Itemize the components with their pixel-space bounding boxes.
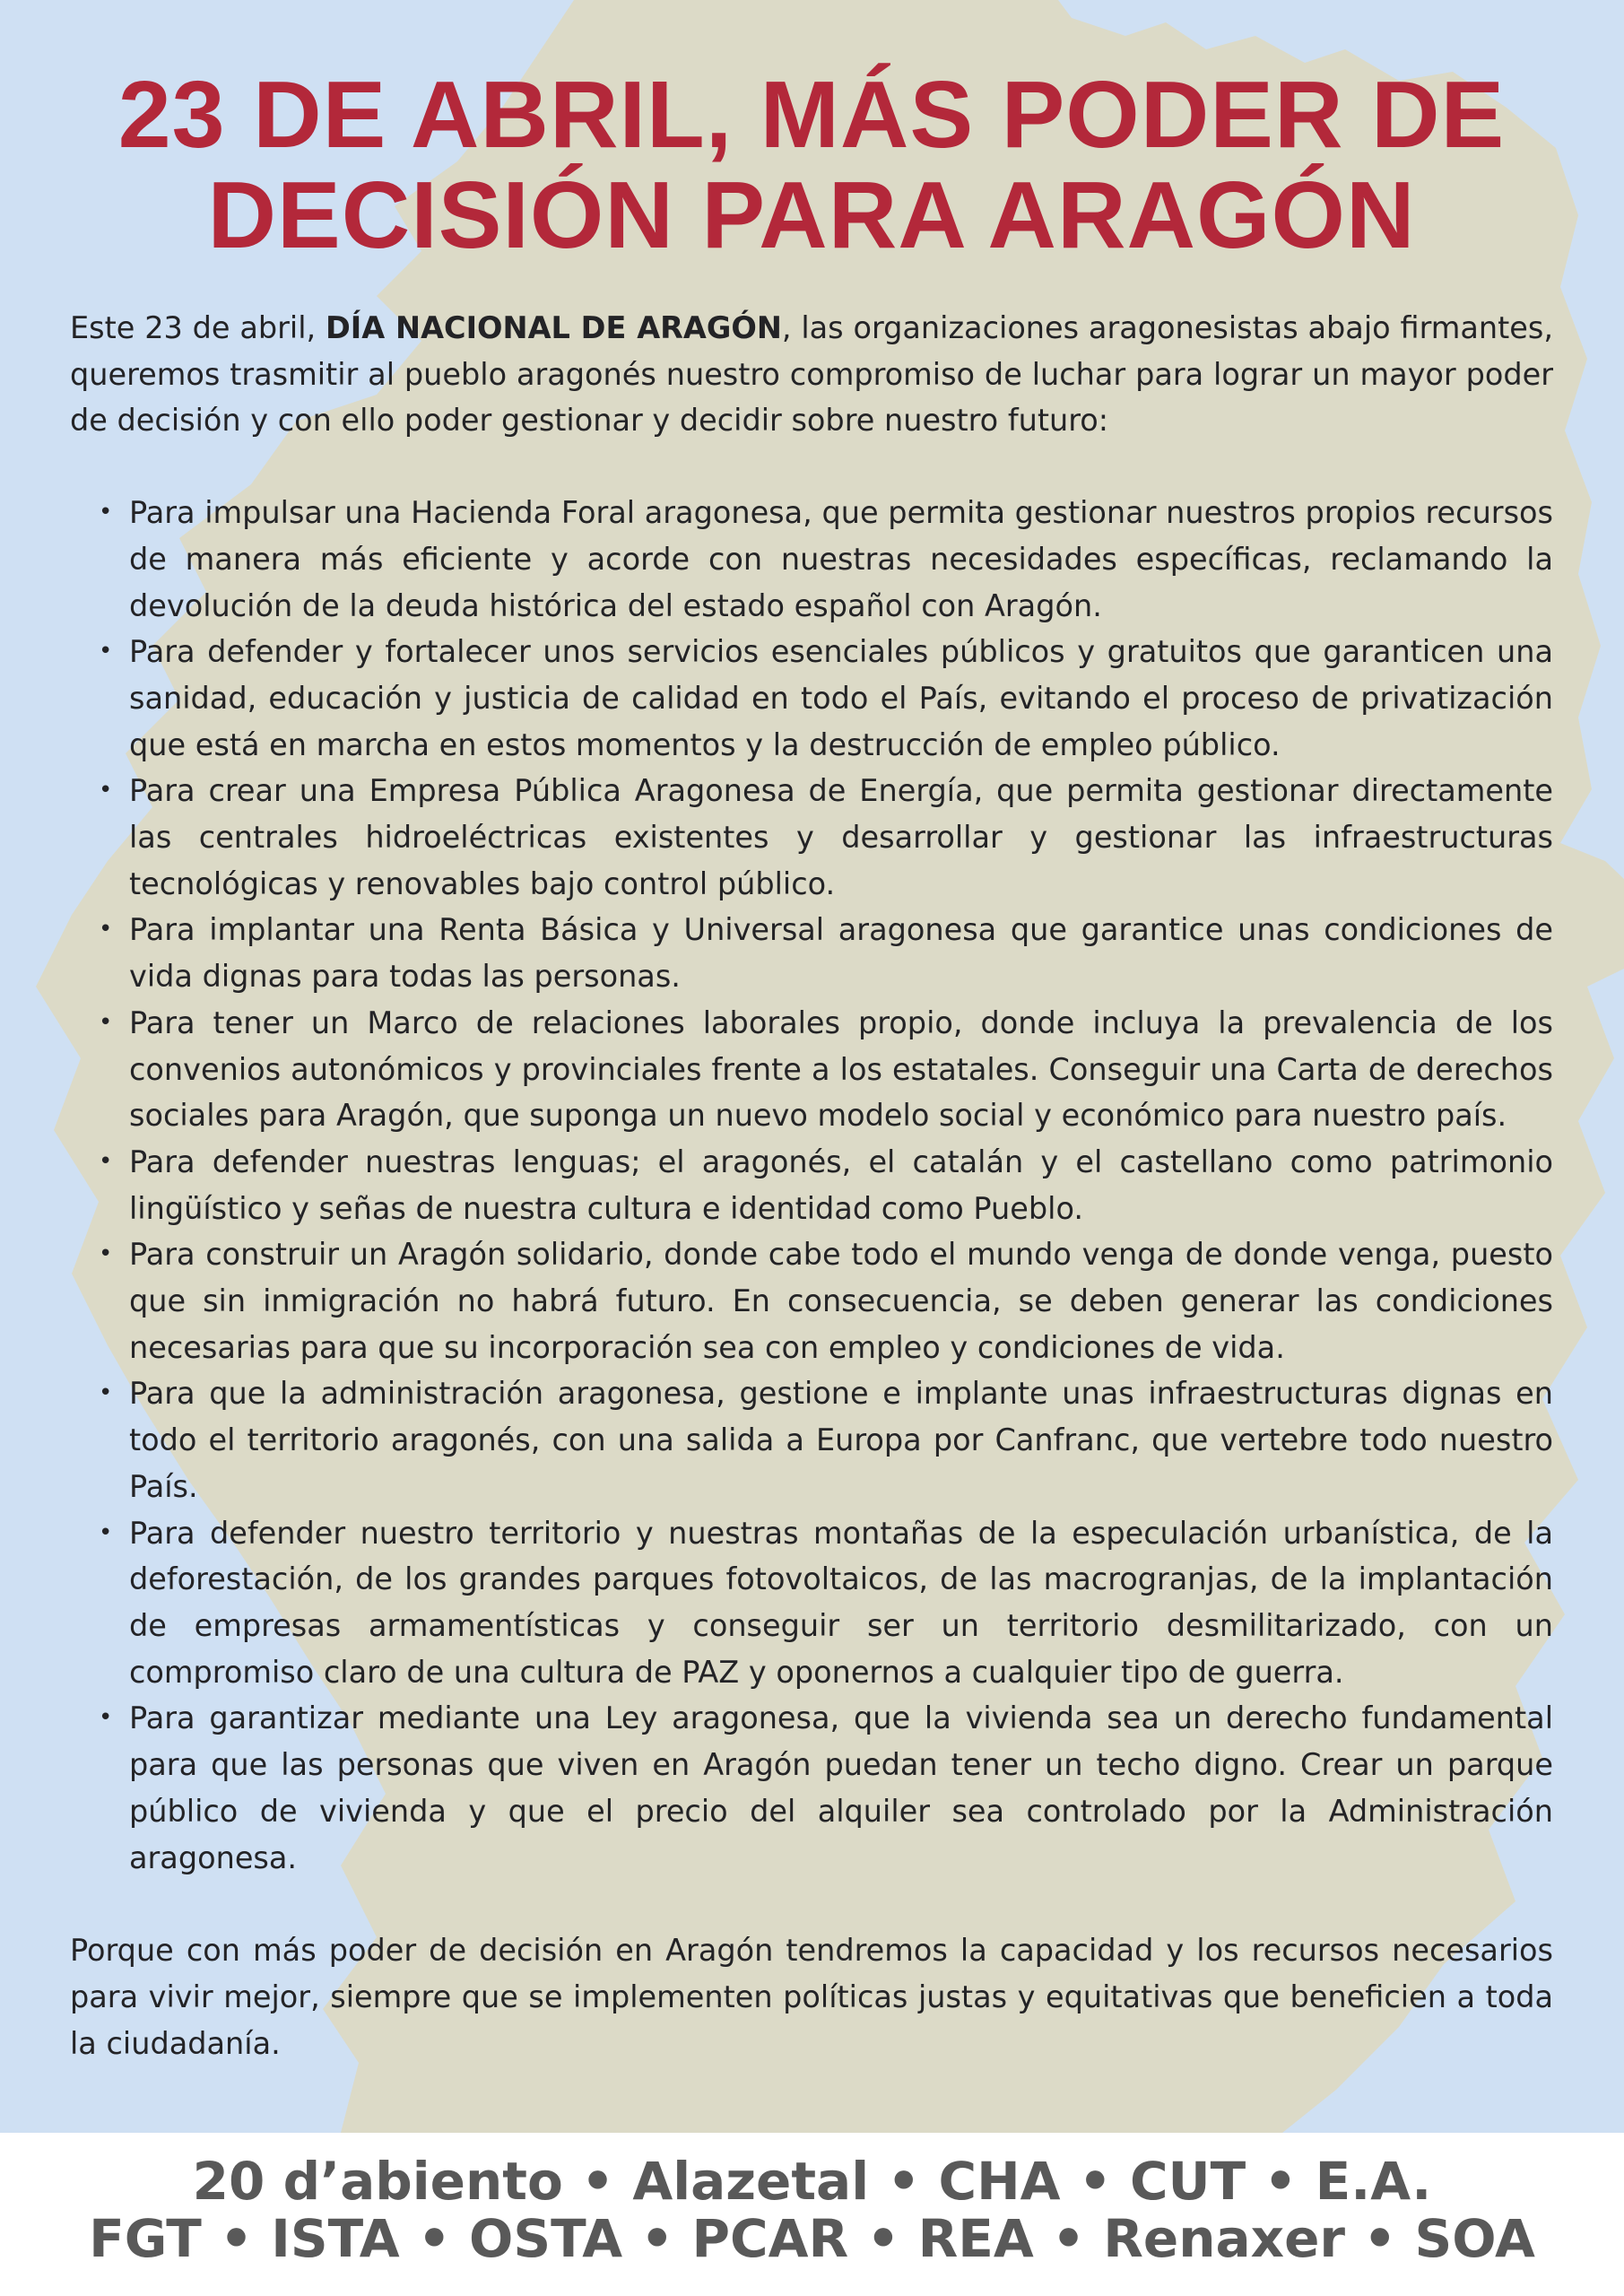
signatories-line-1: 20 d’abiento • Alazetal • CHA • CUT • E.A. <box>192 2151 1432 2212</box>
list-item <box>70 1370 1553 1509</box>
list-item-text: Para tener un Marco de relaciones laborales propio, donde incluya la prevalencia de los convenios autonómicos y provinciales frente a los estatales. Conseguir una Carta de derechos sociales para Aragón, que suponga un nuevo modelo social y económico para nuestro país. <box>129 1004 1553 1134</box>
list-item-text: Para defender nuestras lenguas; el aragonés, el catalán y el castellano como patrimonio lingüístico y señas de nuestra cultura e identidad como Pueblo. <box>129 1144 1553 1226</box>
bullet: • <box>99 777 113 804</box>
bullet: • <box>99 916 113 944</box>
list-item <box>70 490 1553 629</box>
list-item <box>70 768 1553 907</box>
list-item-text: Para defender nuestro territorio y nuestras montañas de la especulación urbanística, de la deforestación, de los grandes parques fotovoltaicos, de las macrogranjas, de la implantación de empresas armamentísticas y conseguir ser un territorio desmilitarizado, con un compromiso claro de una cultura de PAZ y oponernos a cualquier tipo de guerra. <box>129 1515 1553 1690</box>
signatories-footer <box>0 2133 1624 2296</box>
bullet: • <box>99 1518 113 1546</box>
closing-paragraph: Porque con más poder de decisión en Aragón tendremos la capacidad y los recursos necesarios para vivir mejor, siempre que se implementen políticas justas y equitativas que beneficien a toda la ciudadanía. <box>70 1933 1553 2061</box>
bullet: • <box>99 1008 113 1036</box>
title-line-1: 23 DE ABRIL, MÁS PODER DE <box>117 62 1506 168</box>
list-item <box>70 1139 1553 1231</box>
title-line-2: DECISIÓN PARA ARAGÓN <box>207 162 1416 268</box>
bullet: • <box>99 1379 113 1407</box>
document-body <box>70 0 1553 2097</box>
intro-prefix: Este 23 de abril, <box>70 310 326 345</box>
list-item-text: Para que la administración aragonesa, gestione e implante unas infraestructuras dignas en todo el territorio aragonés, con una salida a Europa por Canfranc, que vertebre todo nuestro País. <box>129 1376 1553 1504</box>
list-item-text: Para implantar una Renta Básica y Universal aragonesa que garantice unas condiciones de vida dignas para todas las personas. <box>129 912 1553 995</box>
intro-suffix: , las organizaciones aragonesistas abajo firmantes, queremos trasmitir al pueblo aragonés nuestro compromiso de luchar para lograr un mayor poder de decisión y con ello poder gestionar y decidir sobre nuestro futuro: <box>70 310 1553 439</box>
list-item-text: Para impulsar una Hacienda Foral aragonesa, que permita gestionar nuestros propios recursos de manera más eficiente y acorde con nuestras necesidades específicas, reclamando la devolución de la deuda histórica del estado español con Aragón. <box>129 495 1553 623</box>
list-item <box>70 1000 1553 1139</box>
list-item <box>70 1695 1553 1881</box>
page-title <box>70 62 1553 268</box>
intro-highlight: DÍA NACIONAL DE ARAGÓN <box>326 310 782 345</box>
list-item <box>70 1510 1553 1696</box>
list-item-text: Para construir un Aragón solidario, donde cabe todo el mundo venga de donde venga, puesto que sin inmigración no habrá futuro. En consecuencia, se deben generar las condiciones necesarias para que su incorporación sea con empleo y condiciones de vida. <box>129 1237 1553 1365</box>
demands-list <box>70 490 1553 1881</box>
list-item-text: Para garantizar mediante una Ley aragonesa, que la vivienda sea un derecho fundamental para que las personas que viven en Aragón puedan tener un techo digno. Crear un parque público de vivienda y que el precio del alquiler sea controlado por la Administración aragonesa. <box>129 1700 1553 1875</box>
list-item-text: Para crear una Empresa Pública Aragonesa de Energía, que permita gestionar directamente las centrales hidroeléctricas existentes y desarrollar y gestionar las infraestructuras tecnológicas y renovables bajo control público. <box>129 773 1553 901</box>
intro-paragraph <box>70 305 1553 444</box>
bullet: • <box>99 1704 113 1732</box>
bullet: • <box>99 499 113 526</box>
list-item <box>70 1231 1553 1370</box>
bullet: • <box>99 638 113 665</box>
list-item <box>70 629 1553 768</box>
signatories-line-2: FGT • ISTA • OSTA • PCAR • REA • Renaxer • SOA <box>89 2208 1535 2269</box>
bullet: • <box>99 1147 113 1175</box>
list-item <box>70 907 1553 999</box>
bullet: • <box>99 1240 113 1268</box>
list-item-text: Para defender y fortalecer unos servicios esenciales públicos y gratuitos que garanticen una sanidad, educación y justicia de calidad en todo el País, evitando el proceso de privatización que está en marcha en estos momentos y la destrucción de empleo público. <box>129 634 1553 762</box>
